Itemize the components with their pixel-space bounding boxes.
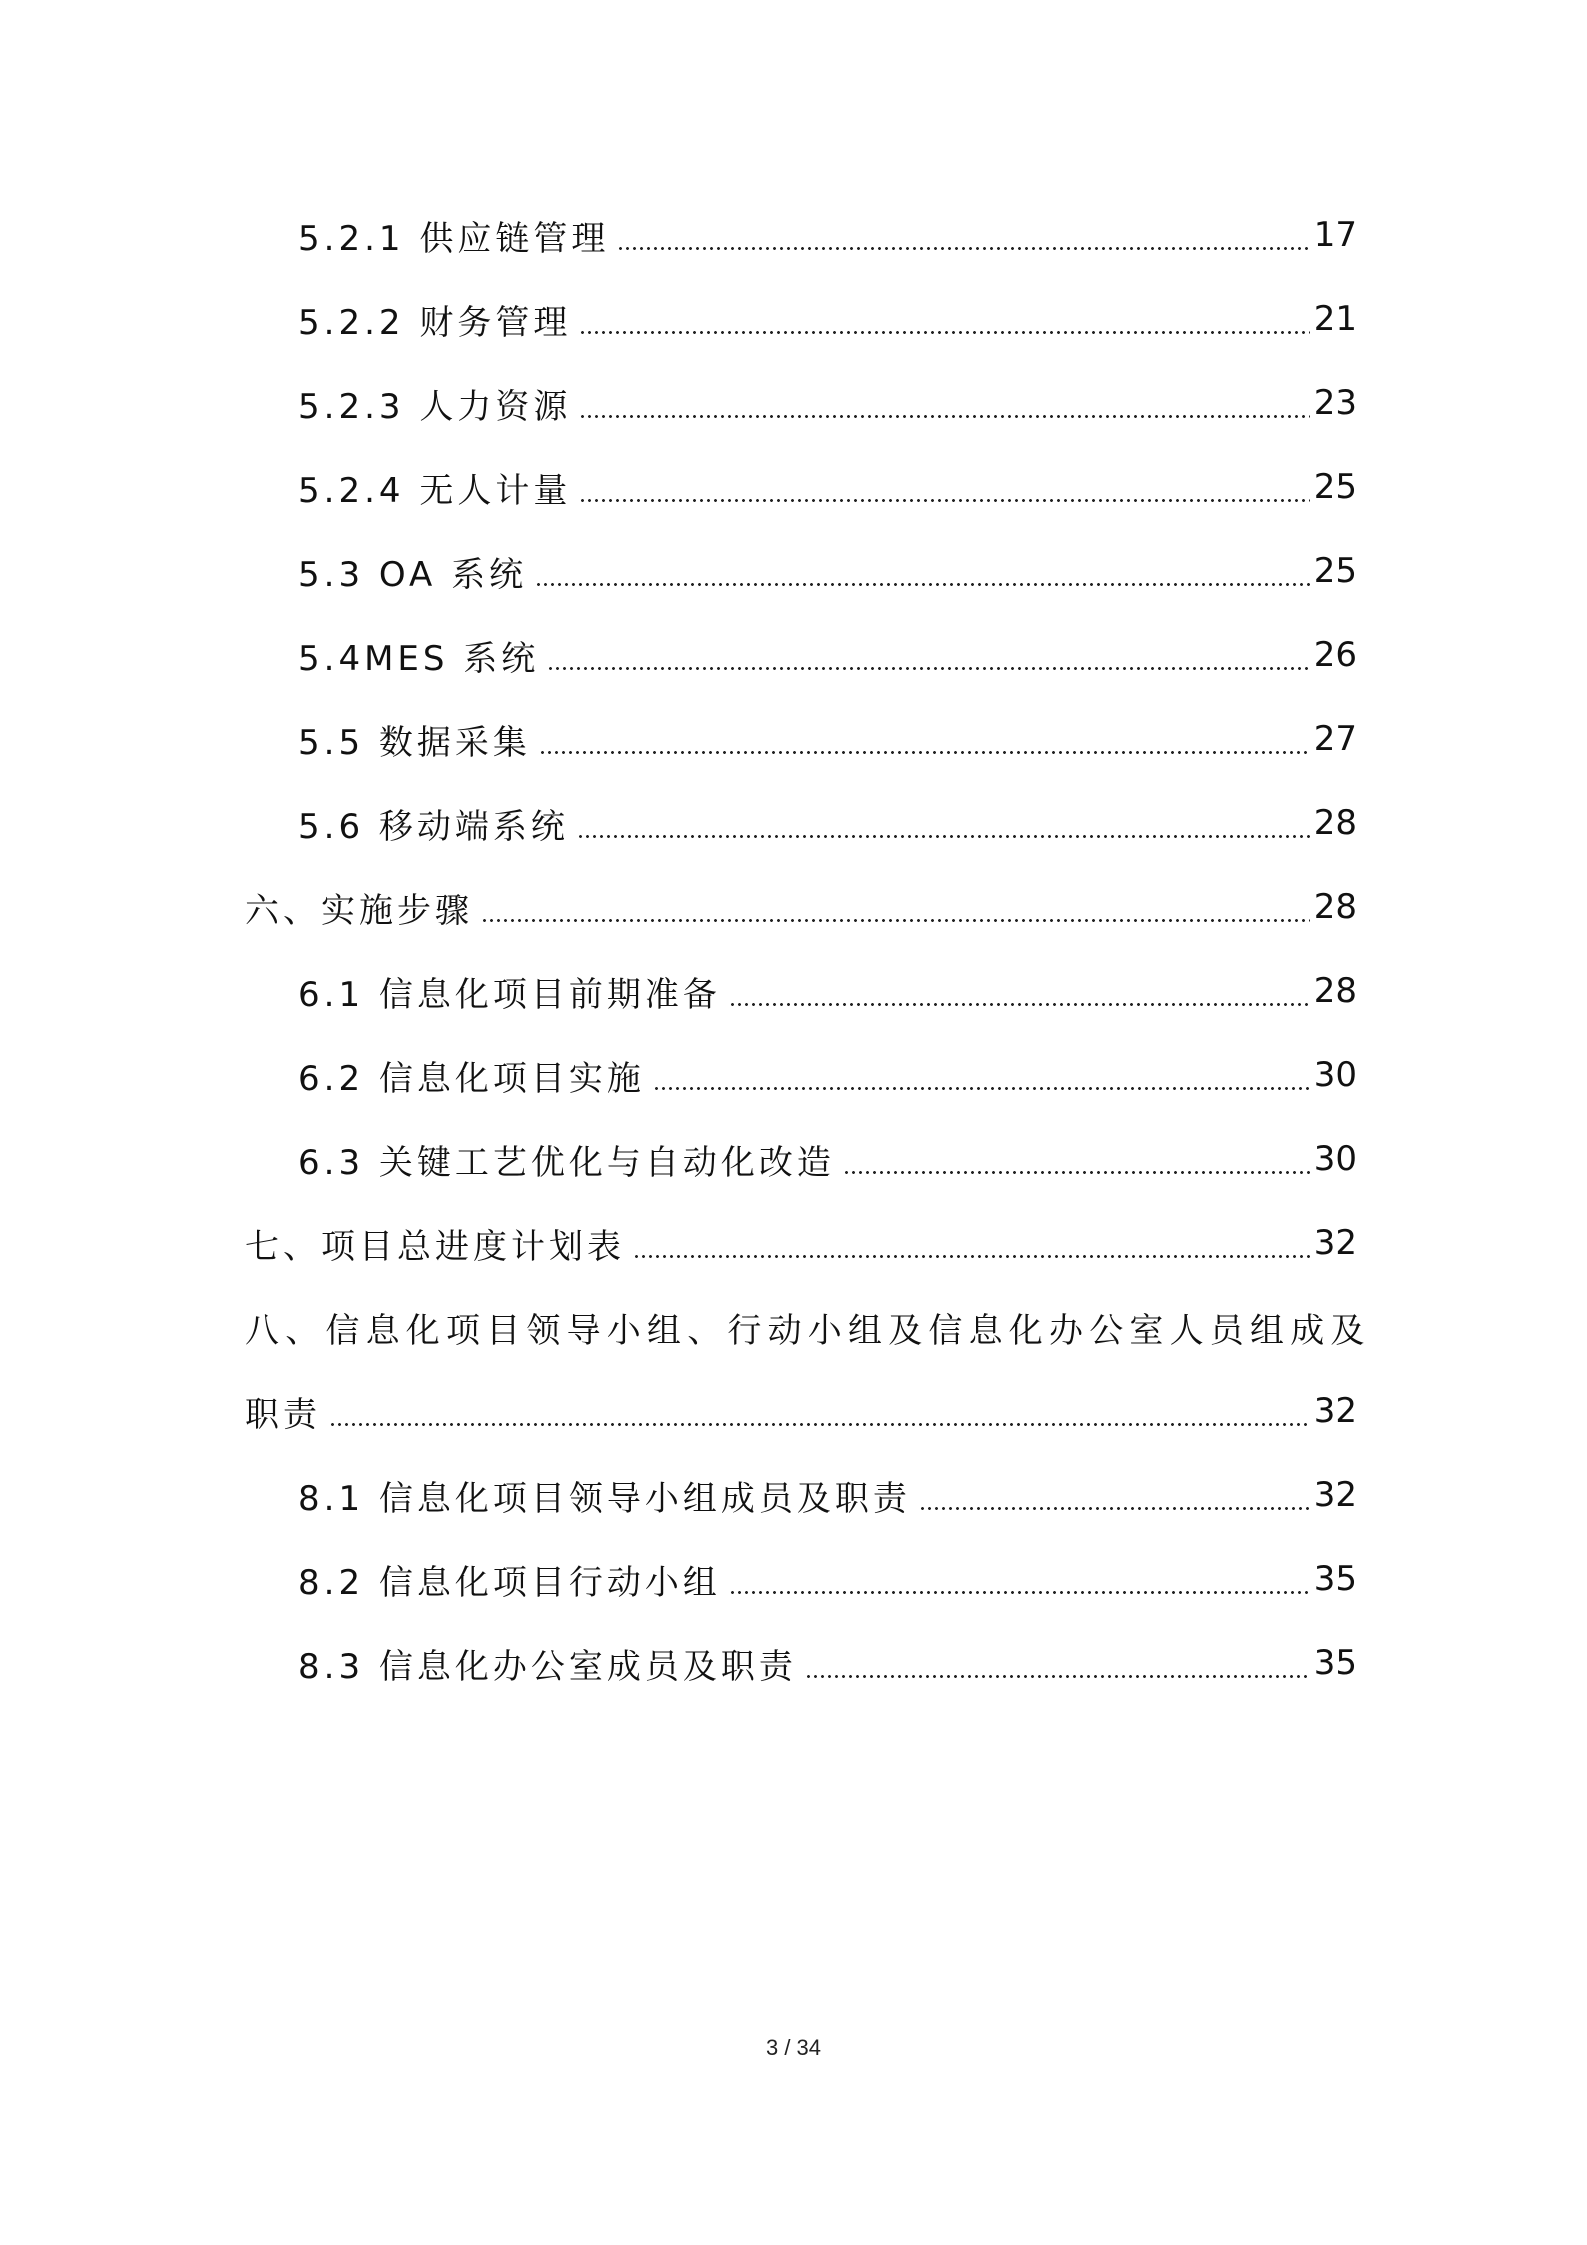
- toc-entry-title: 5.2.4 无人计量: [298, 470, 572, 511]
- dot-leader: [535, 554, 1310, 588]
- dot-leader: [653, 1058, 1310, 1092]
- toc-entry-page: 25: [1313, 551, 1357, 591]
- toc-entry-title: 六、实施步骤: [245, 890, 473, 931]
- toc-entry-page: 27: [1313, 719, 1357, 759]
- toc-entry-page: 32: [1313, 1391, 1357, 1431]
- toc-entry[interactable]: [245, 445, 1357, 529]
- toc-entry-wrapped-line2[interactable]: [245, 1369, 1357, 1453]
- toc-entry-title: 5.6 移动端系统: [298, 806, 569, 847]
- dot-leader: [547, 638, 1309, 672]
- dot-leader: [579, 386, 1309, 420]
- dot-leader: [729, 974, 1310, 1008]
- dot-leader: [919, 1478, 1310, 1512]
- toc-entry-page: 21: [1313, 299, 1357, 339]
- toc-entry-title: 8.1 信息化项目领导小组成员及职责: [298, 1478, 911, 1519]
- toc-entry-title: 5.2.3 人力资源: [298, 386, 572, 427]
- toc-entry[interactable]: [245, 1033, 1357, 1117]
- toc-entry[interactable]: [245, 1201, 1357, 1285]
- toc-entry-page: 17: [1313, 215, 1357, 255]
- toc-entry-page: 30: [1313, 1055, 1357, 1095]
- toc-entry-title: 8.2 信息化项目行动小组: [298, 1562, 721, 1603]
- toc-entry-page: 32: [1313, 1223, 1357, 1263]
- toc-entry[interactable]: [245, 1117, 1357, 1201]
- toc-entry[interactable]: [245, 1453, 1357, 1537]
- toc-entry-title: 5.2.1 供应链管理: [298, 218, 610, 259]
- toc-entry-page: 32: [1313, 1475, 1357, 1515]
- toc-entry-page: 23: [1313, 383, 1357, 423]
- toc-entry-page: 30: [1313, 1139, 1357, 1179]
- dot-leader: [617, 218, 1309, 252]
- dot-leader: [633, 1226, 1310, 1260]
- dot-leader: [577, 806, 1310, 840]
- dot-leader: [579, 470, 1309, 504]
- toc-entry[interactable]: [245, 865, 1357, 949]
- toc-entry[interactable]: [245, 1537, 1357, 1621]
- toc-entry-title: 6.2 信息化项目实施: [298, 1058, 645, 1099]
- toc-entry-title: 5.3 OA 系统: [298, 554, 528, 595]
- toc-entry-title: 职责: [245, 1394, 321, 1435]
- toc-entry-page: 35: [1313, 1643, 1357, 1683]
- toc-entry[interactable]: [245, 1621, 1357, 1705]
- dot-leader: [843, 1142, 1310, 1176]
- toc-entry-title: 5.2.2 财务管理: [298, 302, 572, 343]
- toc-entry-title: 8.3 信息化办公室成员及职责: [298, 1646, 797, 1687]
- toc-entry-page: 28: [1313, 971, 1357, 1011]
- toc-entry[interactable]: [245, 697, 1357, 781]
- toc-entry-title: 5.5 数据采集: [298, 722, 531, 763]
- toc-entry-title: 6.3 关键工艺优化与自动化改造: [298, 1142, 835, 1183]
- toc-entry[interactable]: [245, 277, 1357, 361]
- dot-leader: [805, 1646, 1310, 1680]
- toc-entry[interactable]: [245, 949, 1357, 1033]
- dot-leader: [539, 722, 1310, 756]
- toc-entry-title: 5.4MES 系统: [298, 638, 540, 679]
- toc-entry-wrapped-line1[interactable]: [245, 1285, 1371, 1369]
- toc-entry-page: 26: [1313, 635, 1357, 675]
- toc-entry-title: 6.1 信息化项目前期准备: [298, 974, 721, 1015]
- toc-entry[interactable]: [245, 613, 1357, 697]
- dot-leader: [329, 1394, 1310, 1428]
- dot-leader: [481, 890, 1310, 924]
- toc-entry-page: 28: [1313, 887, 1357, 927]
- table-of-contents: [245, 193, 1371, 1705]
- toc-entry-page: 25: [1313, 467, 1357, 507]
- toc-entry-title: 八、信息化项目领导小组、行动小组及信息化办公室人员组成及: [245, 1310, 1371, 1351]
- toc-entry-title: 七、项目总进度计划表: [245, 1226, 625, 1267]
- toc-entry[interactable]: [245, 781, 1357, 865]
- toc-entry-page: 28: [1313, 803, 1357, 843]
- page-number: 3 / 34: [765, 2035, 822, 2060]
- dot-leader: [579, 302, 1309, 336]
- dot-leader: [729, 1562, 1310, 1596]
- toc-entry[interactable]: [245, 529, 1357, 613]
- toc-entry[interactable]: [245, 361, 1357, 445]
- toc-entry[interactable]: [245, 193, 1357, 277]
- toc-entry-page: 35: [1313, 1559, 1357, 1599]
